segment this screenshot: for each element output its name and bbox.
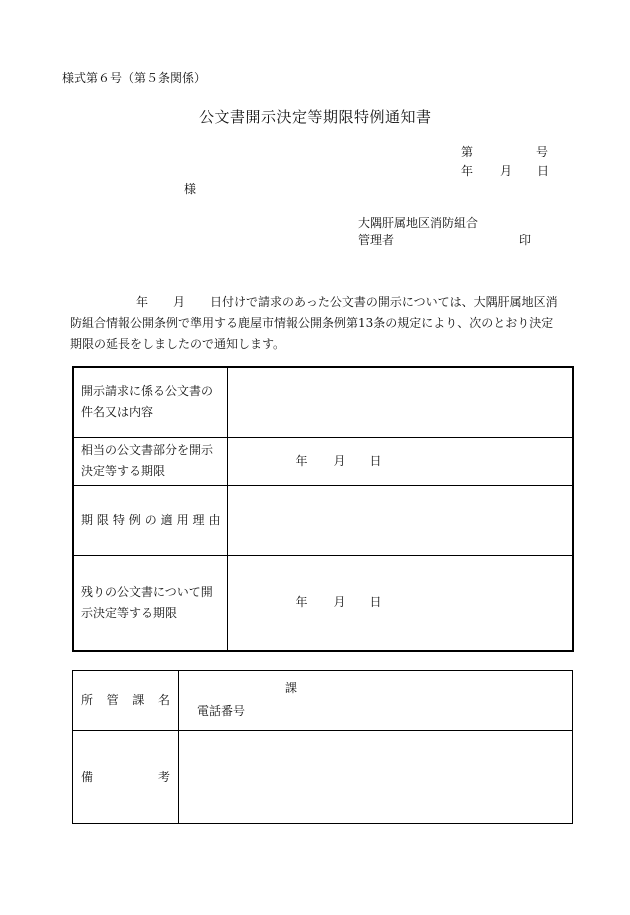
phone-label: 電話番号 [197, 704, 246, 718]
issuer-role: 管理者 [358, 233, 395, 247]
extension-details-table [72, 366, 574, 652]
body-line2: 防組合情報公開条例で準用する鹿屋市情報公開条例第13条の規定により、次のとおり決定 [70, 316, 554, 330]
table-row [73, 485, 573, 555]
partial-deadline-label: 相当の公文書部分を開示 決定等する期限 [73, 437, 227, 485]
remaining-deadline-year: 年 [295, 595, 308, 610]
partial-deadline-month: 月 [333, 453, 346, 468]
doc-date-month: 月 [500, 164, 513, 178]
department-table [72, 670, 573, 824]
body-month: 月 [173, 295, 186, 309]
doc-date-year: 年 [461, 164, 474, 178]
partial-deadline-day: 日 [369, 453, 382, 468]
document-name-label: 開示請求に係る公文書の 件名又は内容 [73, 367, 227, 437]
table-row [73, 731, 573, 824]
issuer-seal: 印 [519, 233, 532, 247]
doc-date-day: 日 [537, 164, 550, 178]
remaining-deadline-day: 日 [369, 595, 382, 610]
body-line3: 期限の延長をしましたので通知します。 [70, 337, 286, 351]
remaining-deadline-month: 月 [333, 595, 346, 610]
table-row [73, 671, 573, 731]
table-row [73, 367, 573, 437]
partial-deadline-year: 年 [295, 453, 308, 468]
special-reason-value [227, 485, 573, 555]
remaining-deadline-label: 残りの公文書について開 示決定等する期限 [73, 555, 227, 651]
document-title: 公文書開示決定等期限特例通知書 [199, 108, 432, 126]
partial-deadline-value [227, 437, 573, 485]
department-ka: 課 [285, 681, 298, 695]
department-value [179, 671, 573, 731]
remaining-deadline-value [227, 555, 573, 651]
document-name-value [227, 367, 573, 437]
table-row [73, 437, 573, 485]
special-reason-label: 期限特例の適用理由 [73, 485, 227, 555]
form-number: 様式第６号（第５条関係） [62, 71, 207, 85]
remarks-value [179, 731, 573, 824]
table-row [73, 555, 573, 651]
body-line1: 日付けで請求のあった公文書の開示については、大隅肝属地区消 [210, 295, 558, 309]
body-year: 年 [136, 295, 149, 309]
issuer-org: 大隅肝属地区消防組合 [358, 216, 479, 230]
remarks-label: 備 考 [73, 731, 179, 824]
notice-body [70, 292, 578, 355]
doc-no-dai: 第 [461, 145, 474, 159]
department-label: 所管課名 [73, 671, 179, 731]
addressee-suffix: 様 [184, 182, 197, 196]
doc-no-go: 号 [536, 145, 549, 159]
